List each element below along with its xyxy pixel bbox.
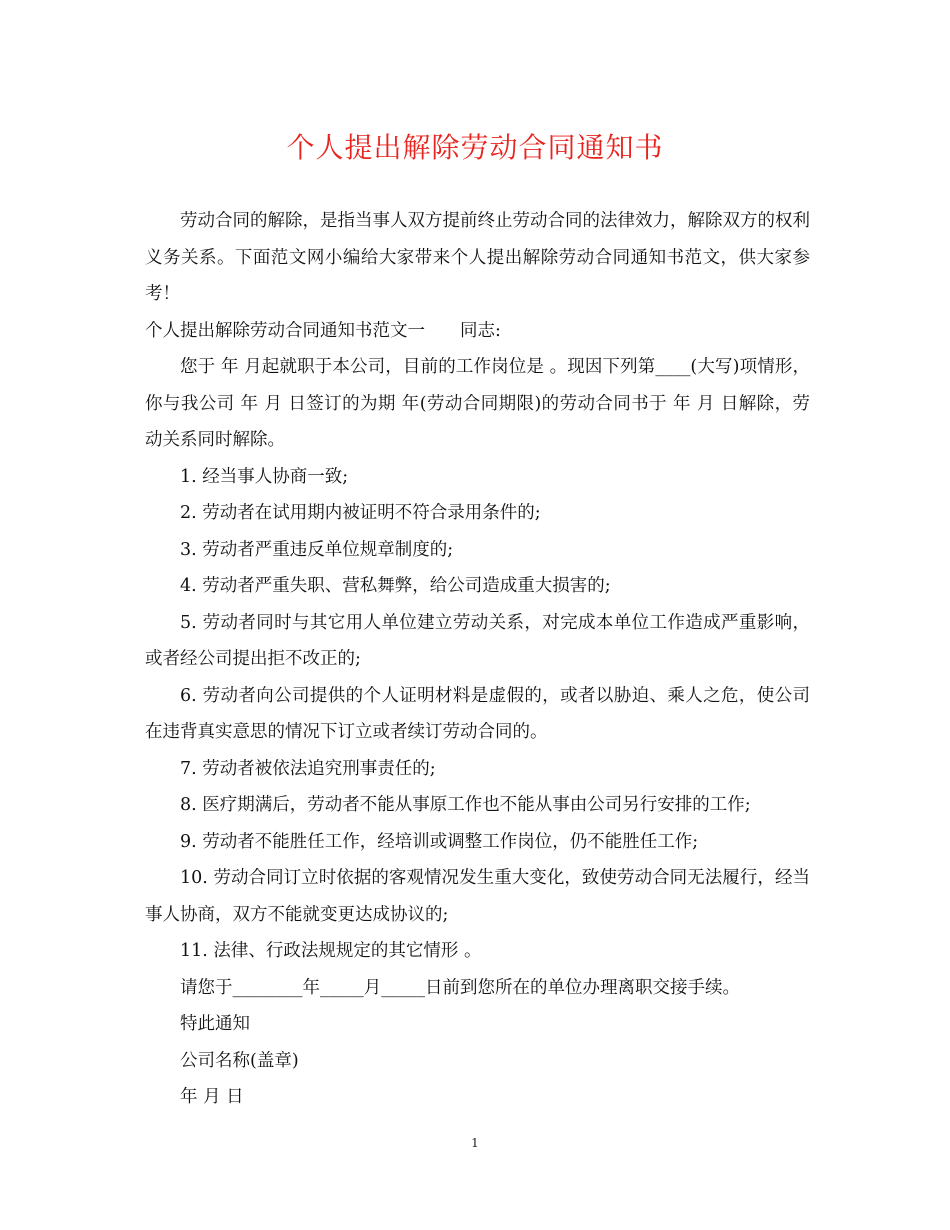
list-item-11: 11. 法律、行政法规规定的其它情形 。 [180,941,482,961]
document-title: 个人提出解除劳动合同通知书 [286,131,664,164]
intro-paragraph: 劳动合同的解除，是指当事人双方提前终止劳动合同的法律效力，解除双方的权利义务关系。下面范文网小编给大家带来个人提出解除劳动合同通知书范文，供大家参考！ [145,211,810,304]
list-item-5: 5. 劳动者同时与其它用人单位建立劳动关系，对完成本单位工作造成严重影响，或者经公司提出拒不改正的; [145,612,810,669]
list-item-10: 10. 劳动合同订立时依据的客观情况发生重大变化，致使劳动合同无法履行，经当事人协商，双方不能就变更达成协议的; [145,868,810,925]
page-number: 1 [471,1136,479,1150]
closing-notice: 特此通知 [180,1014,250,1034]
handover-instruction: 请您于________年_____月_____日前到您所在的单位办理离职交接手续。 [180,977,740,998]
signature-date: 年 月 日 [180,1087,244,1107]
list-item-8: 8. 医疗期满后，劳动者不能从事原工作也不能从事由公司另行安排的工作; [180,795,751,815]
company-signature: 公司名称(盖章) [180,1050,299,1071]
list-item-1: 1. 经当事人协商一致; [180,466,349,487]
list-item-4: 4. 劳动者严重失职、营私舞弊，给公司造成重大损害的; [180,576,611,596]
list-item-2: 2. 劳动者在试用期内被证明不符合录用条件的; [180,503,541,523]
document-body [145,203,810,1116]
list-item-7: 7. 劳动者被依法追究刑事责任的; [180,758,436,779]
list-item-6: 6. 劳动者向公司提供的个人证明材料是虚假的，或者以胁迫、乘人之危，使公司在违背真实意思的情况下订立或者续订劳动合同的。 [145,685,810,742]
list-item-3: 3. 劳动者严重违反单位规章制度的; [180,539,454,560]
list-item-9: 9. 劳动者不能胜任工作，经培训或调整工作岗位，仍不能胜任工作; [180,831,699,852]
notice-paragraph: 您于 年 月起就职于本公司，目前的工作岗位是 。现因下列第____(大写)项情形，你与我公司 年 月 日签订的为期 年(劳动合同期限)的劳动合同书于 年 月 日解除，劳动关系同时解除。 [145,357,810,450]
template-heading: 个人提出解除劳动合同通知书范文一 同志: [145,320,501,341]
